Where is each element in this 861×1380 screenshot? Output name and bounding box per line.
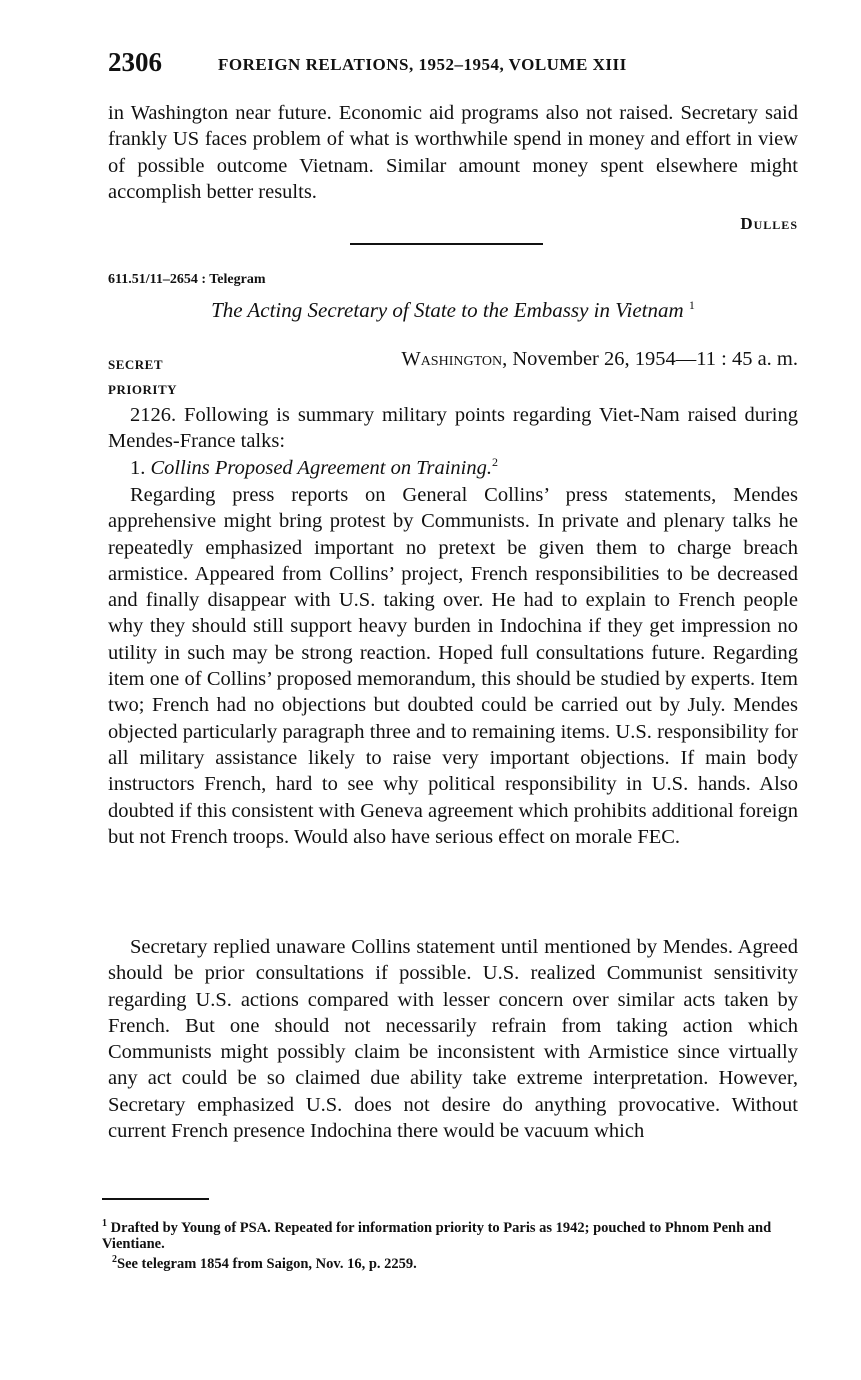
footnote-1-text: Drafted by Young of PSA. Repeated for information priority to Paris as 1942; pouched to Phnom Penh and Vientiane. xyxy=(102,1219,772,1252)
footnote-1 xyxy=(102,1216,798,1252)
page-header xyxy=(108,47,798,81)
document-reference: 611.51/11–2654 : Telegram xyxy=(108,272,266,287)
footnotes xyxy=(102,1216,798,1272)
dateline-place: Washington xyxy=(401,348,503,370)
footnote-2-mark: 2 xyxy=(112,1253,117,1265)
footnote-2-text: See telegram 1854 from Saigon, Nov. 16, p. 2259. xyxy=(117,1255,417,1272)
item-heading xyxy=(130,455,498,480)
document-title-text: The Acting Secretary of State to the Embassy in Vietnam xyxy=(211,298,684,322)
section-divider xyxy=(350,243,543,245)
classification-priority: PRIORITY xyxy=(108,382,178,397)
item-title: Collins Proposed Agreement on Training. xyxy=(150,456,492,479)
item-number: 1. xyxy=(130,456,146,479)
footnote-1-mark: 1 xyxy=(102,1218,107,1229)
paragraph-1: 2126. Following is summary military points regarding Viet-Nam raised during Mendes-France talks: xyxy=(108,404,798,453)
signature: Dulles xyxy=(740,214,798,233)
footnote-rule xyxy=(102,1198,209,1200)
paragraph-2: Regarding press reports on General Collins’ press statements, Mendes apprehensive might bring protest by Communists. In private and plenary talks he repeatedly emphasized important no pretext be given them to charge breach armistice. Appeared from Collins’ project, French responsibilities to be decreased and finally disappear with U.S. taking over. He had to explain to French people why they should still support heavy burden in Indochina if they get impression no utility in such may be strong reaction. Hoped full consultations future. Regarding item one of Collins’ proposed memorandum, this should be studied by experts. Item two; French had no objections but doubted could be carried out by July. Mendes objected particularly paragraph three and to remaining items. U.S. responsibility for all military assistance likely to raise very important objections. If main body instructors French, hard to see why political responsibility in U.S. hands. Also doubted if this consistent with Geneva agreement which prohibits additional foreign but not French troops. Would also have serious effect on morale FEC. xyxy=(108,484,799,848)
footnote-mark-2: 2 xyxy=(491,455,498,469)
footnote-mark-1: 1 xyxy=(688,298,695,312)
document-title xyxy=(108,298,798,323)
dateline xyxy=(401,348,798,371)
classification-block xyxy=(108,352,177,402)
classification-secret: SECRET xyxy=(108,357,164,372)
footnote-2 xyxy=(102,1252,798,1272)
dateline-date: , November 26, 1954—11 : 45 a. m. xyxy=(502,348,798,370)
paragraph-3: Secretary replied unaware Collins statement until mentioned by Mendes. Agreed should be prior consultations if possible. U.S. realized Communist sensitivity regarding U.S. actions compared with lesser concern over similar acts taken by French. But one should not necessarily refrain from taking action which Communists might possibly claim be inconsistent with Armistice since virtually any act could be so claimed due ability take extreme interpretation. However, Secretary emphasized U.S. does not desire do anything provocative. Without current French presence Indochina there would be vacuum which xyxy=(108,936,798,1143)
continuation-paragraph: in Washington near future. Economic aid programs also not raised. Secretary said frankly US faces problem of what is worthwhile spend in money and effort in view of possible outcome Vietnam. Similar amount money spent elsewhere might accomplish better results. xyxy=(108,102,798,203)
running-head: FOREIGN RELATIONS, 1952–1954, VOLUME XIII xyxy=(218,55,627,74)
page-number: 2306 xyxy=(108,47,162,77)
